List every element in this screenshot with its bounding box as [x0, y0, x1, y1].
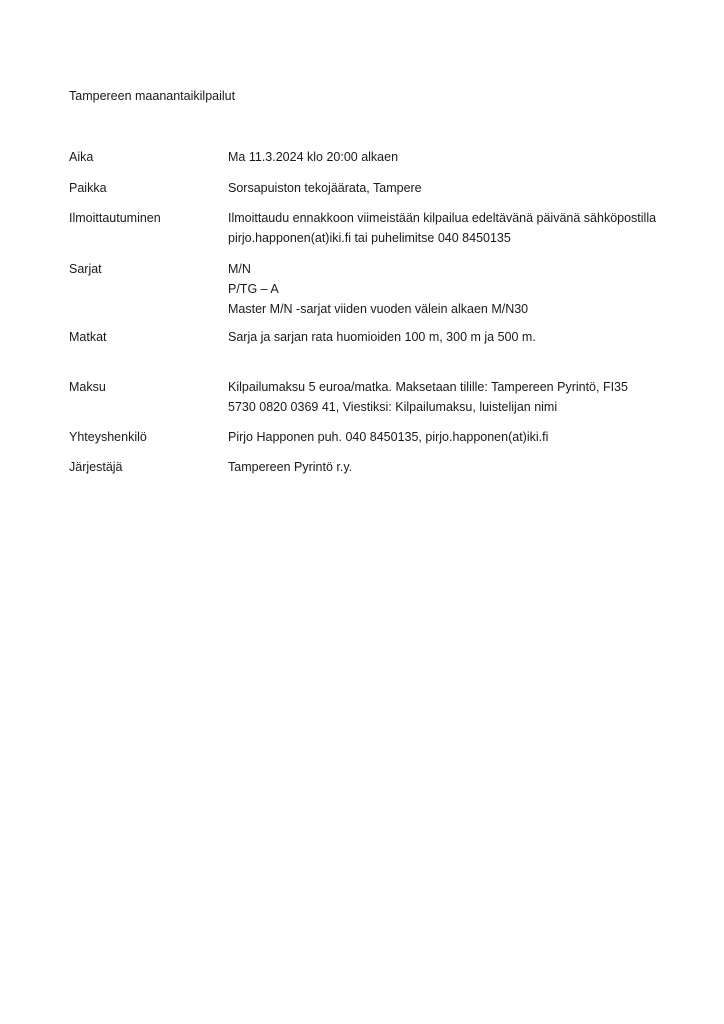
value-line: M/N	[228, 262, 251, 276]
row-value	[228, 427, 668, 447]
row-label: Ilmoittautuminen	[69, 211, 161, 225]
value-line: Master M/N -sarjat viiden vuoden välein alkaen M/N30	[228, 302, 529, 316]
value-line: Ilmoittaudu ennakkoon viimeistään kilpailua edeltävänä päivänä sähköpostilla	[228, 211, 657, 225]
row-value	[228, 208, 668, 248]
row-label: Paikka	[69, 181, 107, 195]
value-line: pirjo.happonen(at)iki.fi tai puhelimitse 040 8450135	[228, 231, 511, 245]
row-label: Aika	[69, 150, 94, 164]
value-line: P/TG – A	[228, 282, 279, 296]
value-line: Sorsapuiston tekojäärata, Tampere	[228, 181, 422, 195]
row-value	[228, 259, 668, 319]
value-line: Kilpailumaksu 5 euroa/matka. Maksetaan tilille: Tampereen Pyrintö, FI35	[228, 380, 628, 394]
value-line: 5730 0820 0369 41, Viestiksi: Kilpailumaksu, luistelijan nimi	[228, 400, 558, 414]
row-value	[228, 327, 668, 347]
row-value	[228, 178, 668, 198]
row-value	[228, 457, 668, 477]
row-label: Sarjat	[69, 262, 102, 276]
document-title: Tampereen maanantaikilpailut	[69, 89, 236, 103]
row-label: Maksu	[69, 380, 106, 394]
row-label: Järjestäjä	[69, 460, 123, 474]
value-line: Tampereen Pyrintö r.y.	[228, 460, 353, 474]
value-line: Ma 11.3.2024 klo 20:00 alkaen	[228, 150, 399, 164]
row-label: Matkat	[69, 330, 107, 344]
row-value	[228, 377, 668, 417]
row-label: Yhteyshenkilö	[69, 430, 147, 444]
row-value	[228, 147, 668, 167]
value-line: Pirjo Happonen puh. 040 8450135, pirjo.happonen(at)iki.fi	[228, 430, 549, 444]
value-line: Sarja ja sarjan rata huomioiden 100 m, 300 m ja 500 m.	[228, 330, 536, 344]
